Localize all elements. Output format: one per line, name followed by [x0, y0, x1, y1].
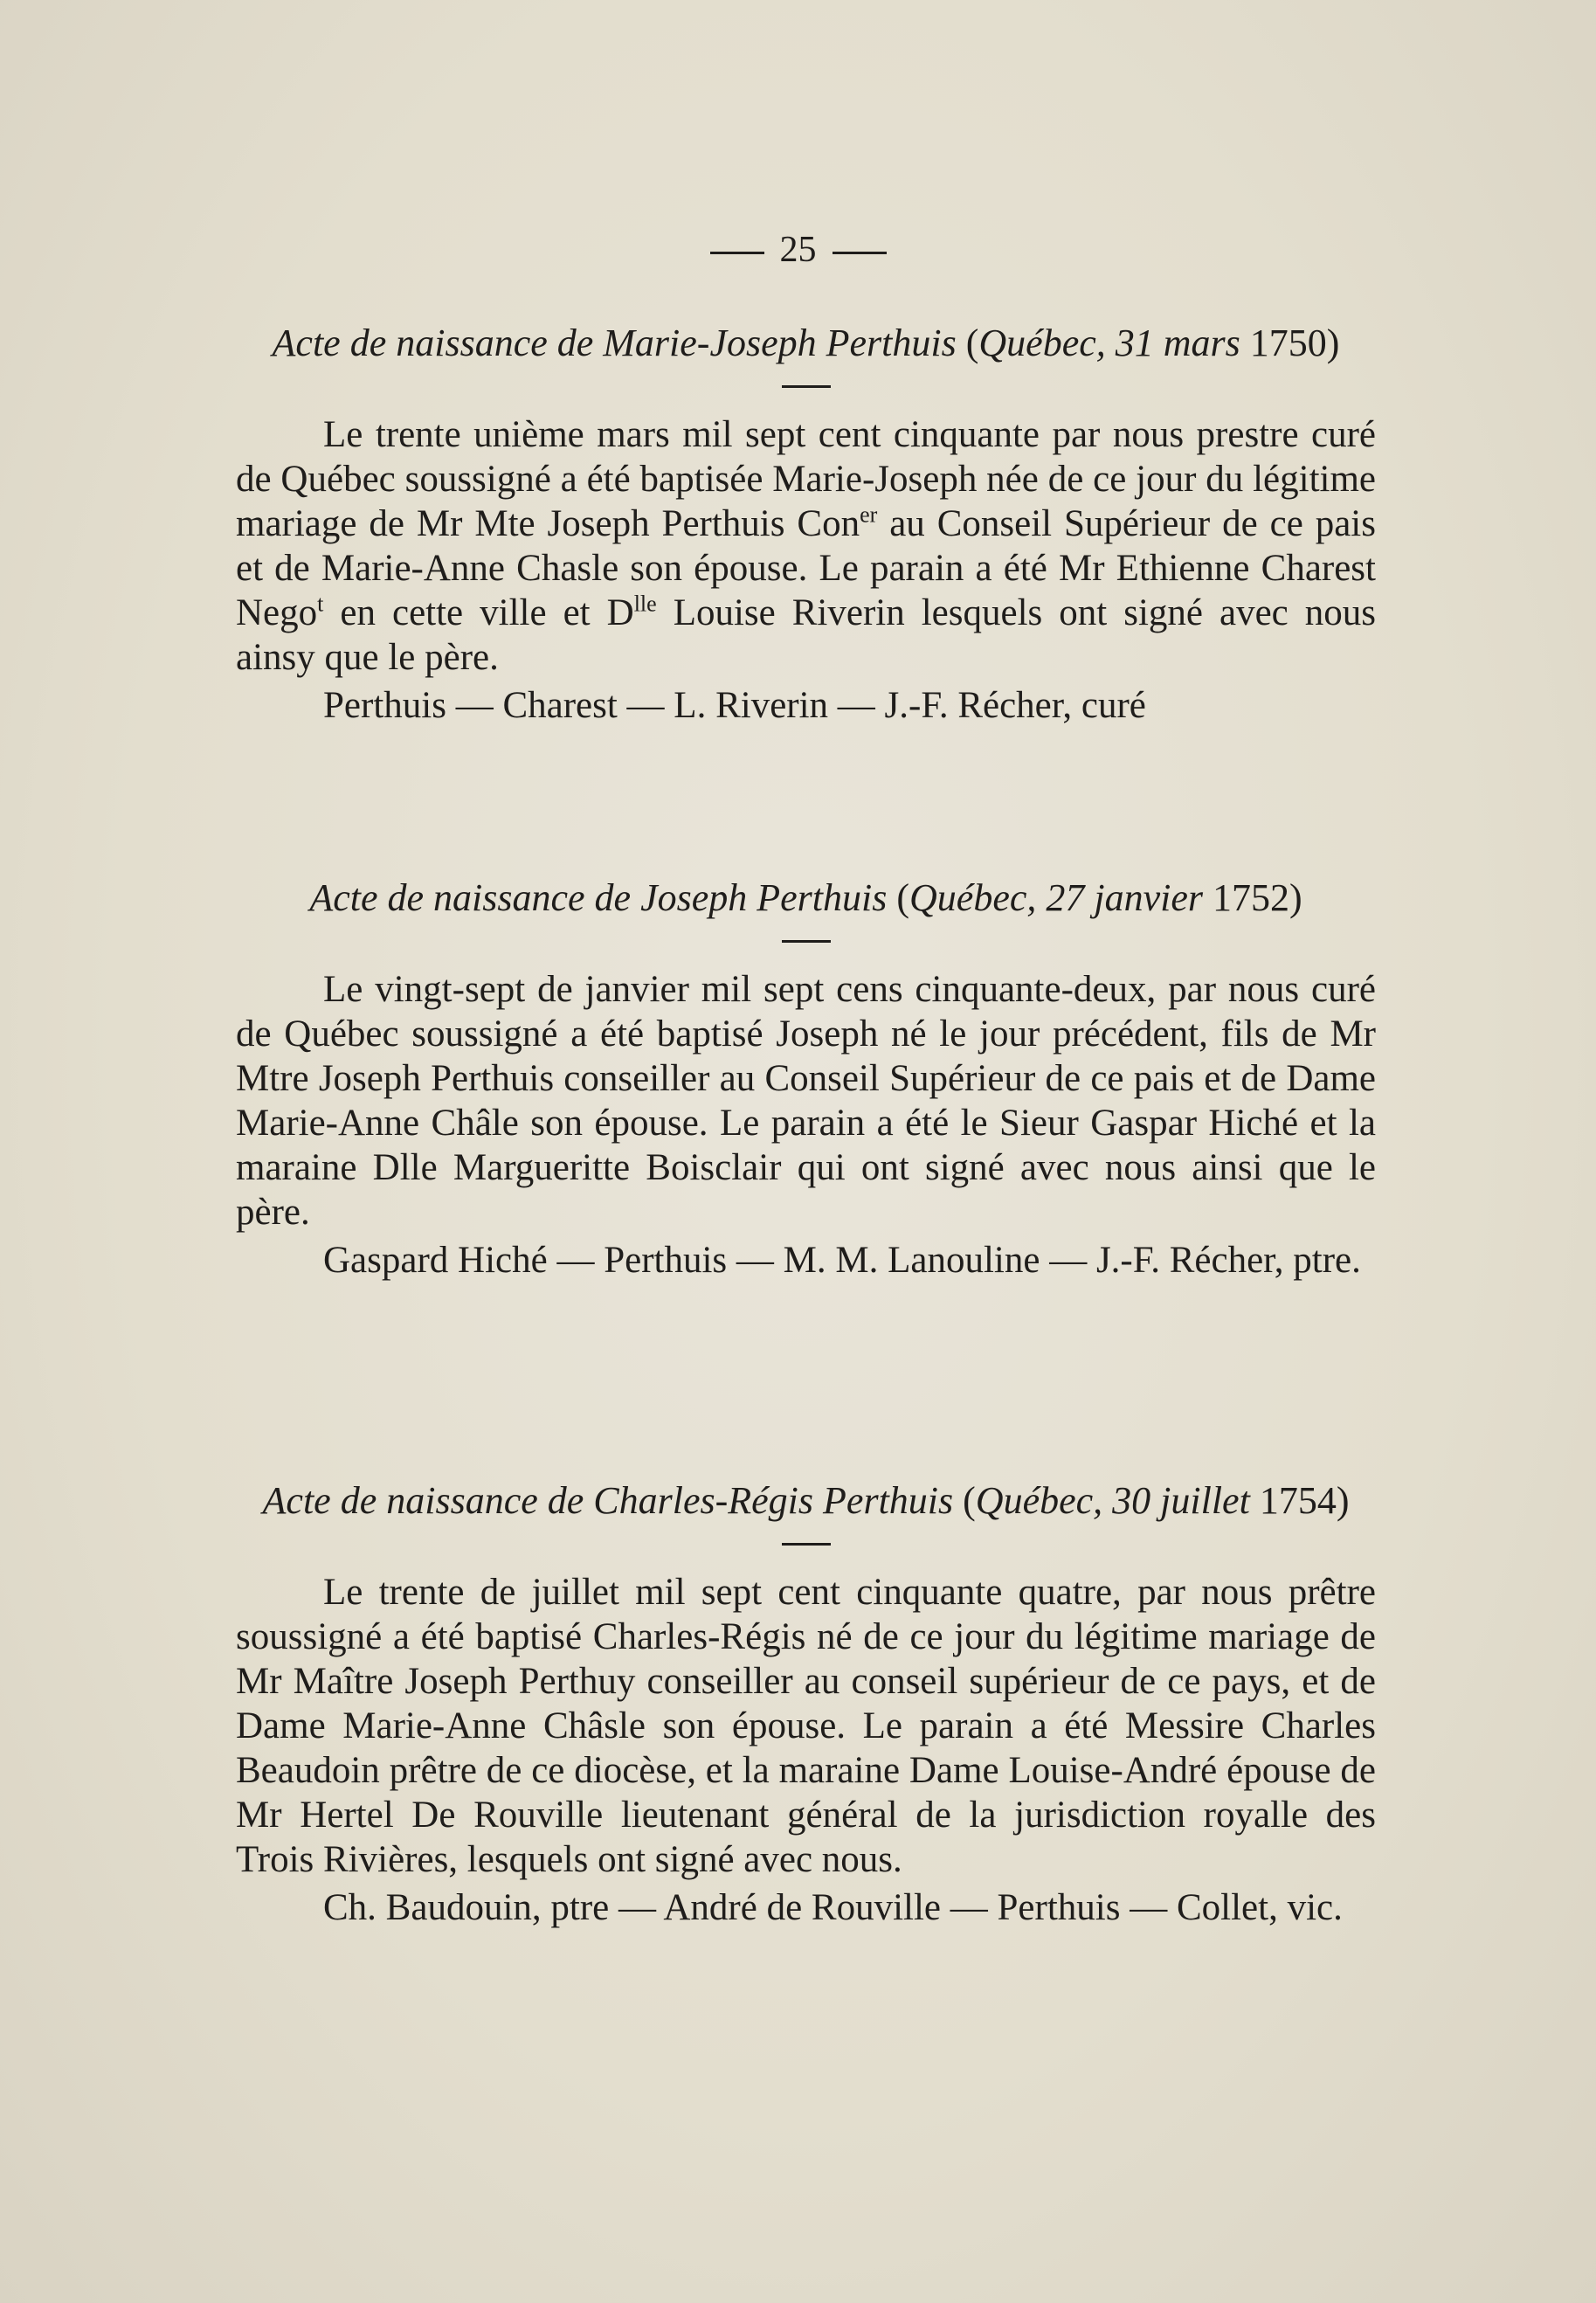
record-title-main: Acte de naissance de Marie-Joseph Perthuis [272, 322, 957, 364]
record-divider [782, 385, 831, 388]
record-title: Acte de naissance de Marie-Joseph Perthuis (Québec, 31 mars 1750) [272, 322, 1340, 364]
record-title-main: Acte de naissance de Charles-Régis Perthuis [262, 1479, 954, 1522]
record-signatures: Ch. Baudouin, ptre — André de Rouville — Perthuis — Collet, vic. [323, 1887, 1343, 1928]
record-title-place: Québec, 27 janvier [909, 876, 1204, 919]
record-body: Le vingt-sept de janvier mil sept cens cinquante-deux, par nous curé de Québec soussigné a été baptisé Joseph né le jour précédent, fils de Mr Mtre Joseph Perthuis conseiller au Conseil Supérieur de ce pais et de Dame Marie-Anne Châle son épouse. Le parain a été le Sieur Gaspar Hiché et la maraine Dlle Margueritte Boisclair qui ont signé avec nous ainsi que le père. [236, 969, 1376, 1233]
record-body-text: Le trente unième mars mil sept cent cinquante par nous prestre curé de Québec soussigné a été baptisée Marie-Joseph née de ce jour du légitime mariage de Mr Mte Joseph Perthuis Con [236, 414, 1376, 544]
record-divider [782, 940, 831, 943]
record-divider [782, 1543, 831, 1546]
superscript-abbrev: lle [633, 591, 657, 617]
page-number-value: 25 [779, 230, 817, 270]
record-body [236, 412, 1376, 680]
page-number-dash-left [710, 252, 764, 254]
record-title-year: 1754 [1259, 1479, 1337, 1522]
record-signatures: Gaspard Hiché — Perthuis — M. M. Lanouline — J.-F. Récher, ptre. [323, 1240, 1361, 1281]
record-body: Le trente de juillet mil sept cent cinquante quatre, par nous prêtre soussigné a été baptisé Charles-Régis né de ce jour du légitime mariage de Mr Maître Joseph Perthuy conseiller au conseil supérieur de ce pays, et de Dame Marie-Anne Châsle son épouse. Le parain a été Messire Charles Beaudoin prêtre de ce diocèse, et la maraine Dame Louise-André épouse de Mr Hertel De Rouville lieutenant général de la jurisdiction royalle des Trois Rivières, lesquels ont signé avec nous. [236, 1572, 1376, 1880]
birth-record-2 [236, 874, 1376, 1283]
record-body-text: en cette ville et D [323, 592, 634, 633]
superscript-abbrev: er [860, 501, 878, 528]
record-body-text: Louise Riverin lesquels ont signé avec nous ainsy que le père. [236, 592, 1377, 678]
record-title-year: 1750 [1249, 322, 1327, 364]
record-signatures: Perthuis — Charest — L. Riverin — J.-F. Récher, curé [323, 685, 1146, 726]
birth-record-1 [236, 319, 1376, 728]
record-title-place: Québec, 31 mars [978, 322, 1240, 364]
page-number [0, 229, 1596, 271]
record-title-year: 1752 [1213, 876, 1290, 919]
superscript-abbrev: t [317, 591, 324, 617]
record-title-place: Québec, 30 juillet [975, 1479, 1250, 1522]
record-title: Acte de naissance de Joseph Perthuis (Québec, 27 janvier 1752) [309, 876, 1302, 919]
record-title-main: Acte de naissance de Joseph Perthuis [309, 876, 888, 919]
record-body-text: au Conseil Supérieur de ce pais et de Marie-Anne Chasle son épouse. Le parain a été Mr Ethienne Charest Nego [236, 503, 1376, 633]
page-number-dash-right [833, 252, 887, 254]
record-title: Acte de naissance de Charles-Régis Perthuis (Québec, 30 juillet 1754) [262, 1479, 1350, 1522]
birth-record-3 [236, 1477, 1376, 1930]
